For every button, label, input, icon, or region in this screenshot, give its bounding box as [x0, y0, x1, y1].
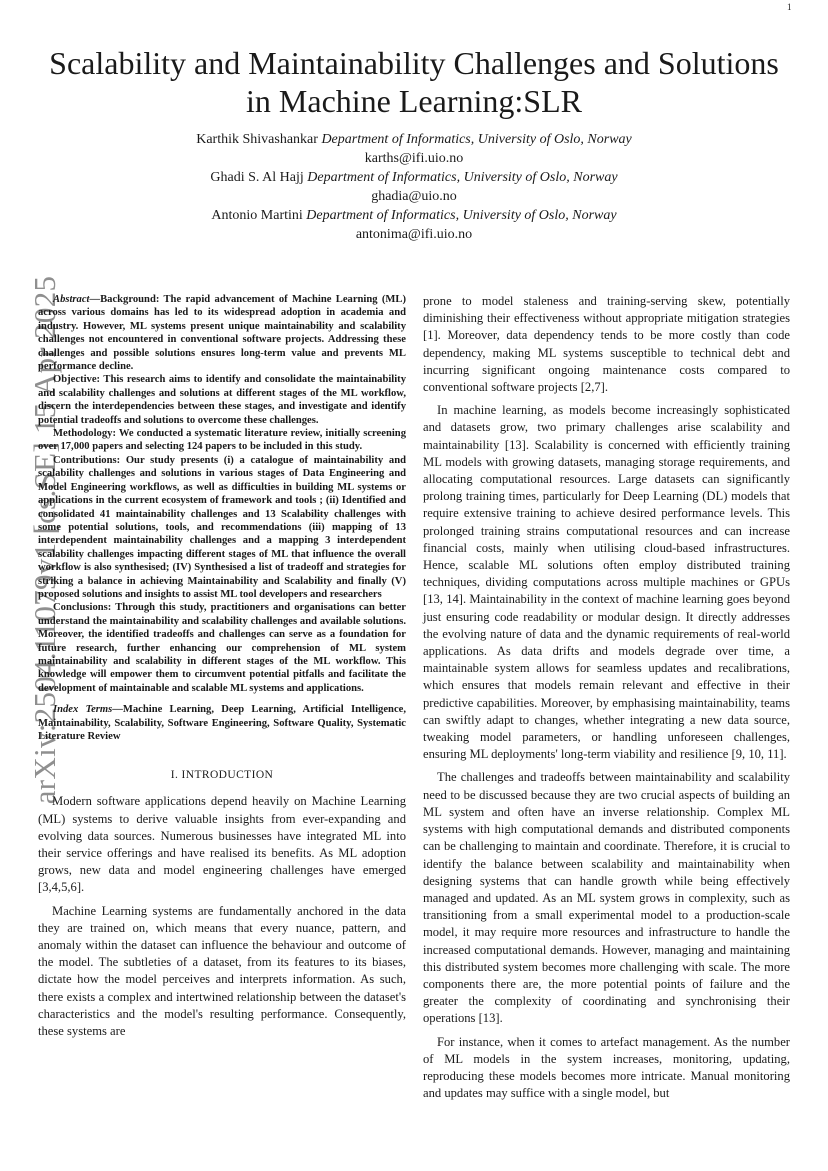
body-paragraph: prone to model staleness and training-serving skew, potentially diminishing their effectiveness without appropriate mitigation strategies [1]. Moreover, data dependency tends to be more costly than code dependency, making ML systems susceptible to technical debt and incurring significant ongoing maintenance costs compared to conventional software projects [2,7].	[423, 294, 790, 395]
author-affiliation: Department of Informatics, University of Oslo, Norway	[321, 132, 632, 147]
author-name: Ghadi S. Al Hajj	[210, 170, 304, 185]
author-affiliation: Department of Informatics, University of Oslo, Norway	[306, 208, 617, 223]
arxiv-stamp: arXiv:2504.11079v1 [cs.SE] 15 Apr 2025	[27, 275, 62, 805]
paper-title: Scalability and Maintainability Challenges and Solutions in Machine Learning:SLR	[49, 45, 779, 119]
author-affiliation: Department of Informatics, University of Oslo, Norway	[307, 170, 618, 185]
right-column	[423, 293, 790, 1108]
abstract-text: —Background: The rapid advancement of Machine Learning (ML) across various domains has led to its widespread adoption in academia and industry. However, ML systems present unique maintainability and scalability challenges not encountered in conventional software projects. Addressing these challenges and possible solutions ensures long-term value and prevents ML performance decline.	[38, 294, 406, 373]
abstract-methodology: Methodology: We conducted a systematic literature review, initially screening over 17,000 papers and selecting 124 papers to be included in this study.	[38, 428, 406, 453]
abstract-background	[38, 293, 406, 373]
index-terms	[38, 703, 406, 743]
left-column	[38, 293, 406, 1046]
index-terms-text: —Machine Learning, Deep Learning, Artificial Intelligence, Maintainability, Scalability, Software Engineering, Software Quality, Systematic Literature Review	[38, 704, 406, 742]
author-line-3	[100, 206, 728, 225]
body-paragraph: In machine learning, as models become increasingly sophisticated and datasets grow, two primary challenges arise scalability and maintainability [13]. Scalability is concerned with efficiently training ML models with growing datasets, managing storage requirements, and allocating computational resources. Large datasets can significantly prolong training times, particularly for Deep Learning (DL) models that require extensive training to achieve desired performance levels. This prolonged training strains computational resources and can increase financial costs, mainly when utilising cloud-based infrastructures. Hence, scalable ML solutions often employ distributed training techniques, dividing computations across multiple machines or GPUs [13, 14]. Maintainability in the context of machine learning goes beyond just ensuring code readability or modular design. It directly addresses the evolving nature of data and the dynamic requirements of real-world applications. As data drifts and models degrade over time, a maintainable system allows for seamless updates and recalibrations, which ensures that models remain relevant and effective in their predictive capabilities. Moreover, by emphasising maintainability, teams can swiftly adapt to changes, whether integrating a new data source, tweaking model parameters, or handling unforeseen challenges, ensuring ML deployments' long-term viability and resilience [9, 10, 11].	[423, 403, 790, 762]
author-line-2	[100, 168, 728, 187]
introduction-body	[38, 793, 406, 1040]
abstract	[38, 293, 406, 695]
author-email[interactable]: antonima@ifi.uio.no	[355, 227, 473, 242]
author-name: Antonio Martini	[211, 208, 303, 223]
author-line-1	[100, 130, 728, 149]
author-name: Karthik Shivashankar	[196, 132, 318, 147]
abstract-label: Abstract	[53, 294, 90, 305]
introduction-body-continued	[423, 293, 790, 1102]
body-paragraph: Machine Learning systems are fundamentally anchored in the data they are trained on, which means that every nuance, pattern, and anomaly within the dataset can influence the behaviour and outcome of the model. The subtleties of a dataset, from its features to its biases, dictate how the model perceives and interprets information. As such, there exists a complex and intertwined relationship between the dataset's characteristics and the model's resulting performance. Consequently, these systems are	[38, 903, 406, 1039]
author-email[interactable]: karths@ifi.uio.no	[364, 151, 464, 166]
body-paragraph: For instance, when it comes to artefact management. As the number of ML models in the system increases, monitoring, updating, reproducing these models becomes more intricate. Manual monitoring and updates may suffice with a single model, but	[423, 1034, 790, 1101]
abstract-objective: Objective: This research aims to identify and consolidate the maintainability and scalability challenges and solutions at different stages of the ML workflow, discern the interdependencies between these stages, and investigate and identify potential tradeoffs and solutions to overcome these challenges.	[38, 374, 406, 426]
author-block	[100, 130, 728, 244]
body-paragraph: The challenges and tradeoffs between maintainability and scalability need to be discussed because they are two crucial aspects of building an ML system and often have an inverse relationship. Complex ML systems with high computational demands and distributed components can be challenging to maintain and coordinate. Therefore, it is crucial to identify the balance between scalability and maintainability when designing systems that can handle growth while being effectively managed and updated. As an ML system grows in complexity, such as transitioning from a small experimental model to a production-scale model, it may require more resources and infrastructure to handle the increased computational demands. However, managing and maintaining this distributed system becomes more challenging with scale. The more components there are, the more potential points of failure and the greater the complexity of coordinating and synchronising their operations [13].	[423, 770, 790, 1026]
author-email[interactable]: ghadia@uio.no	[371, 189, 457, 204]
page-number: 1	[787, 2, 792, 12]
section-heading: I. INTRODUCTION	[170, 769, 274, 782]
abstract-conclusions: Conclusions: Through this study, practitioners and organisations can better understand the maintainability and scalability challenges and available solutions. Moreover, the identified tradeoffs and challenges can serve as a foundation for future research, further enhancing our comprehension of ML system maintainability and scalability in different stages of the ML workflow. This knowledge will empower them to circumvent potential pitfalls and facilitate the development of maintainable and scalable ML systems and applications.	[38, 602, 406, 694]
body-paragraph: Modern software applications depend heavily on Machine Learning (ML) systems to derive valuable insights from ever-expanding and evolving data sources. Numerous businesses have integrated ML into their service offerings and have realised its benefits. As ML adoption grows, new data and model engineering challenges have emerged [3,4,5,6].	[38, 794, 406, 895]
abstract-contributions: Contributions: Our study presents (i) a catalogue of maintainability and scalability challenges and solutions in various stages of Data Engineering and Model Engineering workflows, as well as difficulties in building ML systems or applications in the current ecosystem of framework and tools ; (ii) Identified and consolidated 41 maintainability challenges and 13 Scalability challenges with some potential solutions, tools, and recommendations (iii) mapping of 13 interdependent maintainability challenges and a mapping 3 interdependent scalability challenges impacting different stages of ML that influence the overall workflow is also synthesised; (IV) Synthesised a list of tradeoff and strategies for striking a balance in achieving Maintainability and Scalability and finally (V) proposed solutions and insights to assist ML tool developers and researchers	[38, 454, 406, 600]
index-terms-label: Index Terms	[53, 704, 113, 716]
